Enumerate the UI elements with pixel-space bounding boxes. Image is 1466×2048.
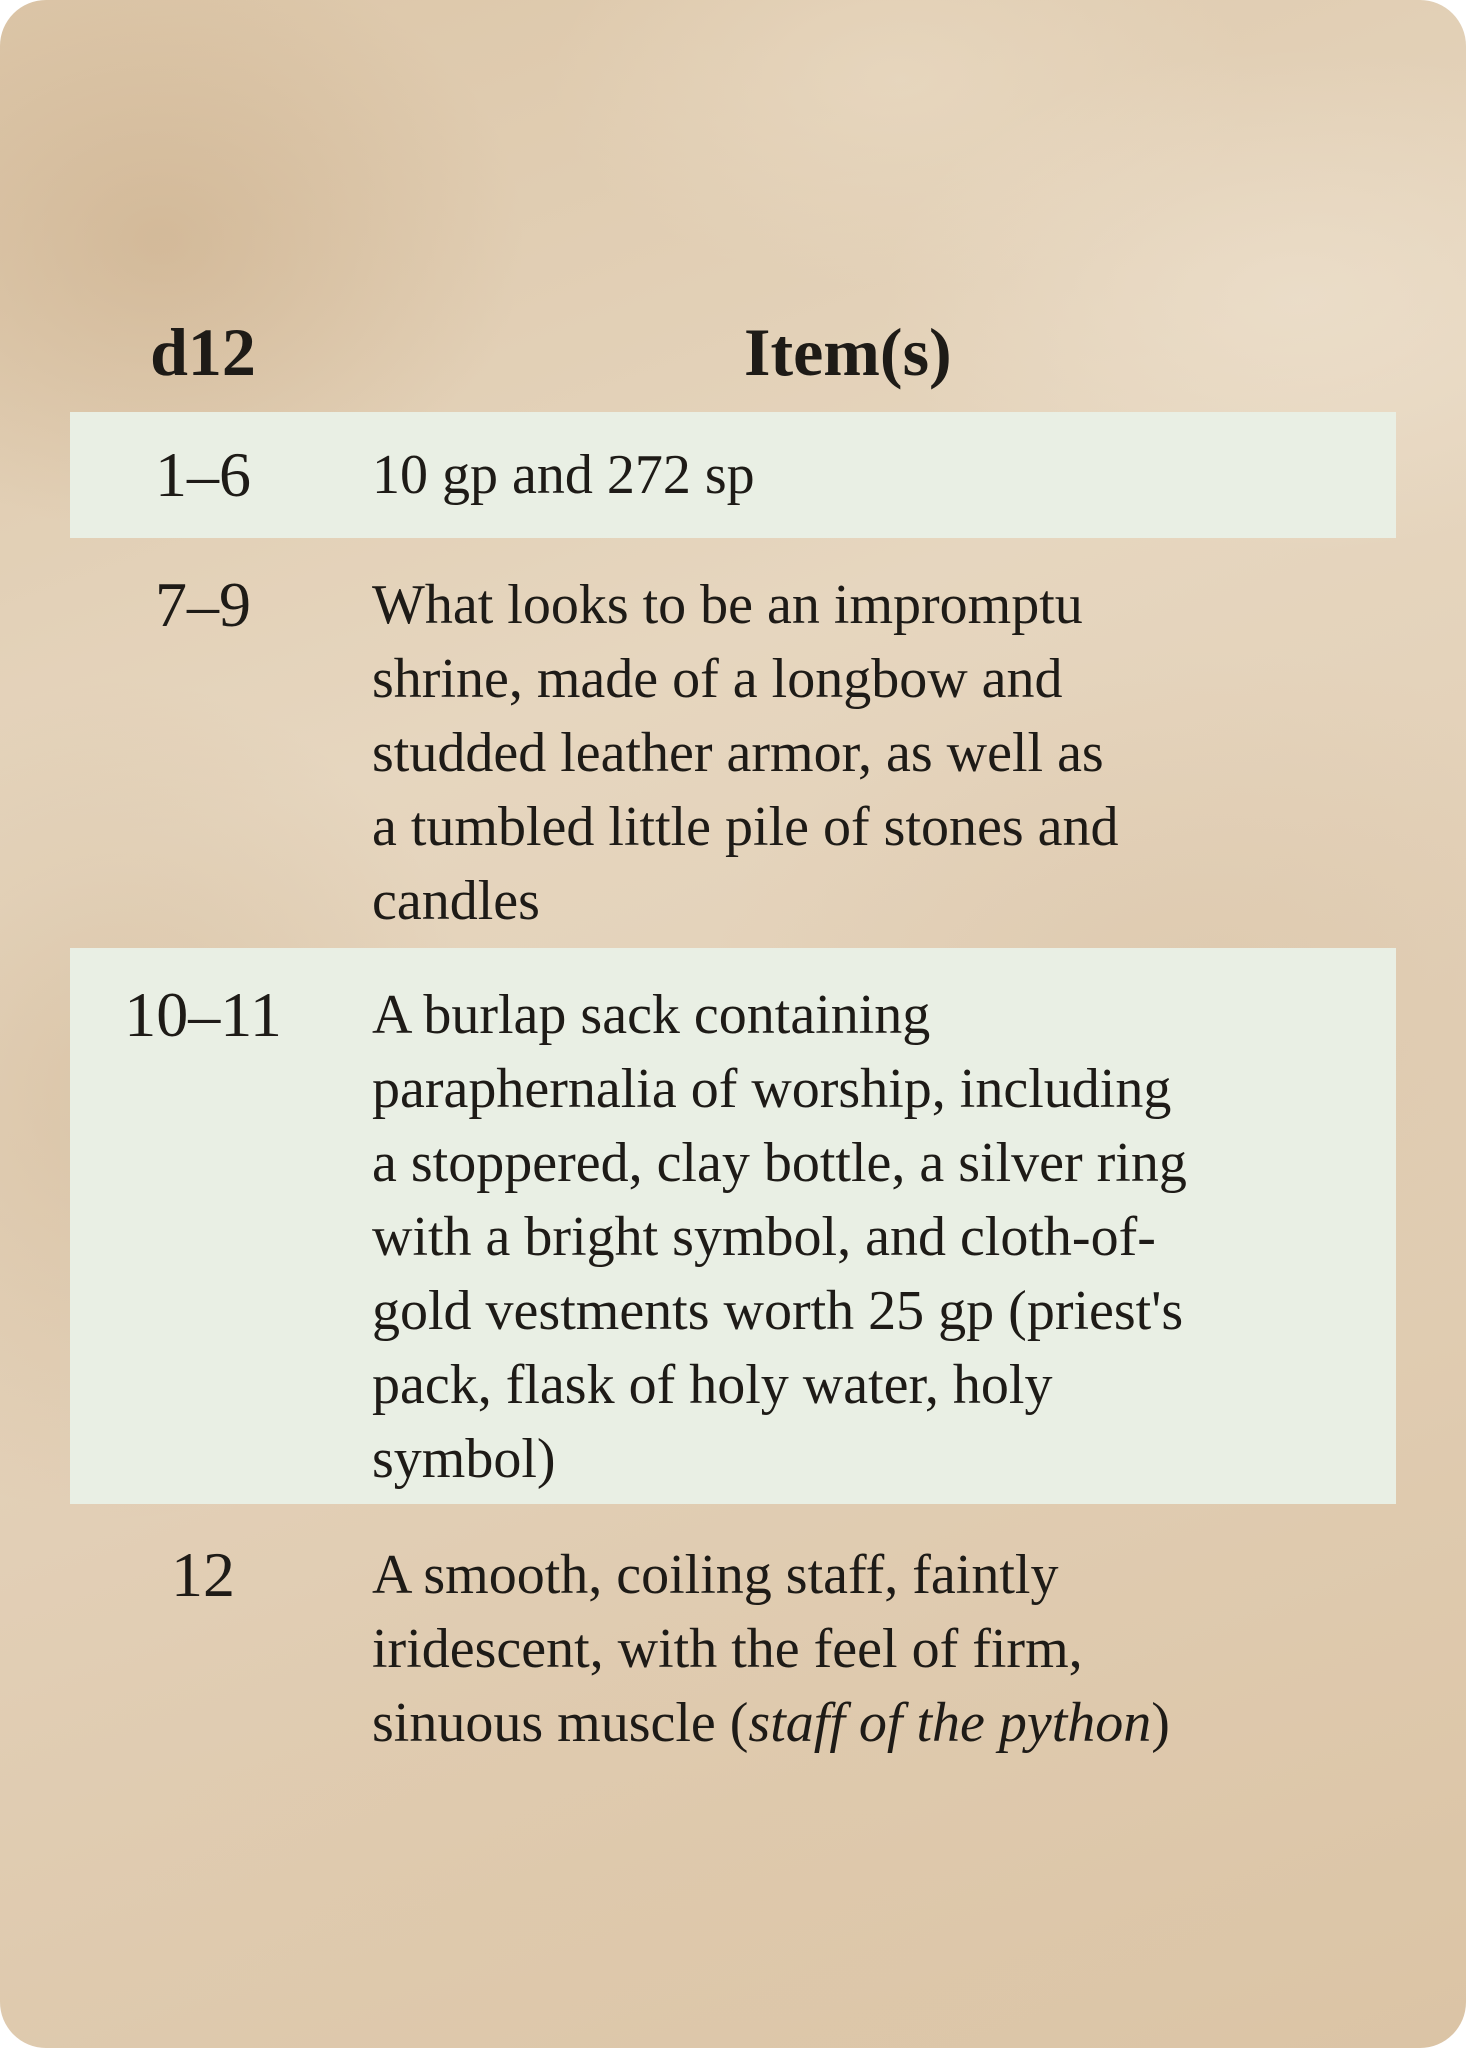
item-description [336, 568, 1396, 938]
header-item-cell [70, 308, 1396, 396]
magic-item-name: staff of the python [748, 1692, 1152, 1754]
description-line: A burlap sack containing [372, 984, 931, 1046]
table-row [70, 412, 1396, 538]
description-line: symbol) [372, 1428, 556, 1490]
description-line [372, 1686, 1376, 1760]
roll-range: 1–6 [155, 439, 251, 510]
roll-range: 10–11 [124, 979, 282, 1050]
treasure-table [70, 300, 1396, 1804]
item-description [336, 438, 1396, 512]
description-line: gold vestments worth 25 gp (priest's [372, 1280, 1184, 1342]
header-roll: d12 [150, 314, 256, 390]
description-line: What looks to be an impromptu [372, 574, 1083, 636]
description-line: a stoppered, clay bottle, a silver ring [372, 1132, 1187, 1194]
description-line: 10 gp and 272 sp [372, 444, 755, 506]
description-line: candles [372, 870, 540, 932]
item-description [336, 1538, 1396, 1760]
description-line: with a bright symbol, and cloth-of- [372, 1206, 1156, 1268]
header-items: Item(s) [744, 314, 952, 390]
item-description [336, 978, 1396, 1496]
description-line: iridescent, with the feel of firm, [372, 1618, 1083, 1680]
description-text: ) [1151, 1692, 1170, 1754]
description-line: a tumbled little pile of stones and [372, 796, 1119, 858]
description-line: pack, flask of holy water, holy [372, 1354, 1053, 1416]
roll-range: 12 [171, 1539, 235, 1610]
description-line: paraphernalia of worship, including [372, 1058, 1172, 1120]
description-line: shrine, made of a longbow and [372, 648, 1063, 710]
table-row [70, 948, 1396, 1504]
table-header [70, 300, 1396, 412]
description-line: A smooth, coiling staff, faintly [372, 1544, 1059, 1606]
roll-range: 7–9 [155, 569, 251, 640]
description-line: studded leather armor, as well as [372, 722, 1104, 784]
table-row [70, 1504, 1396, 1804]
description-text: sinuous muscle ( [372, 1692, 749, 1754]
table-row [70, 538, 1396, 948]
